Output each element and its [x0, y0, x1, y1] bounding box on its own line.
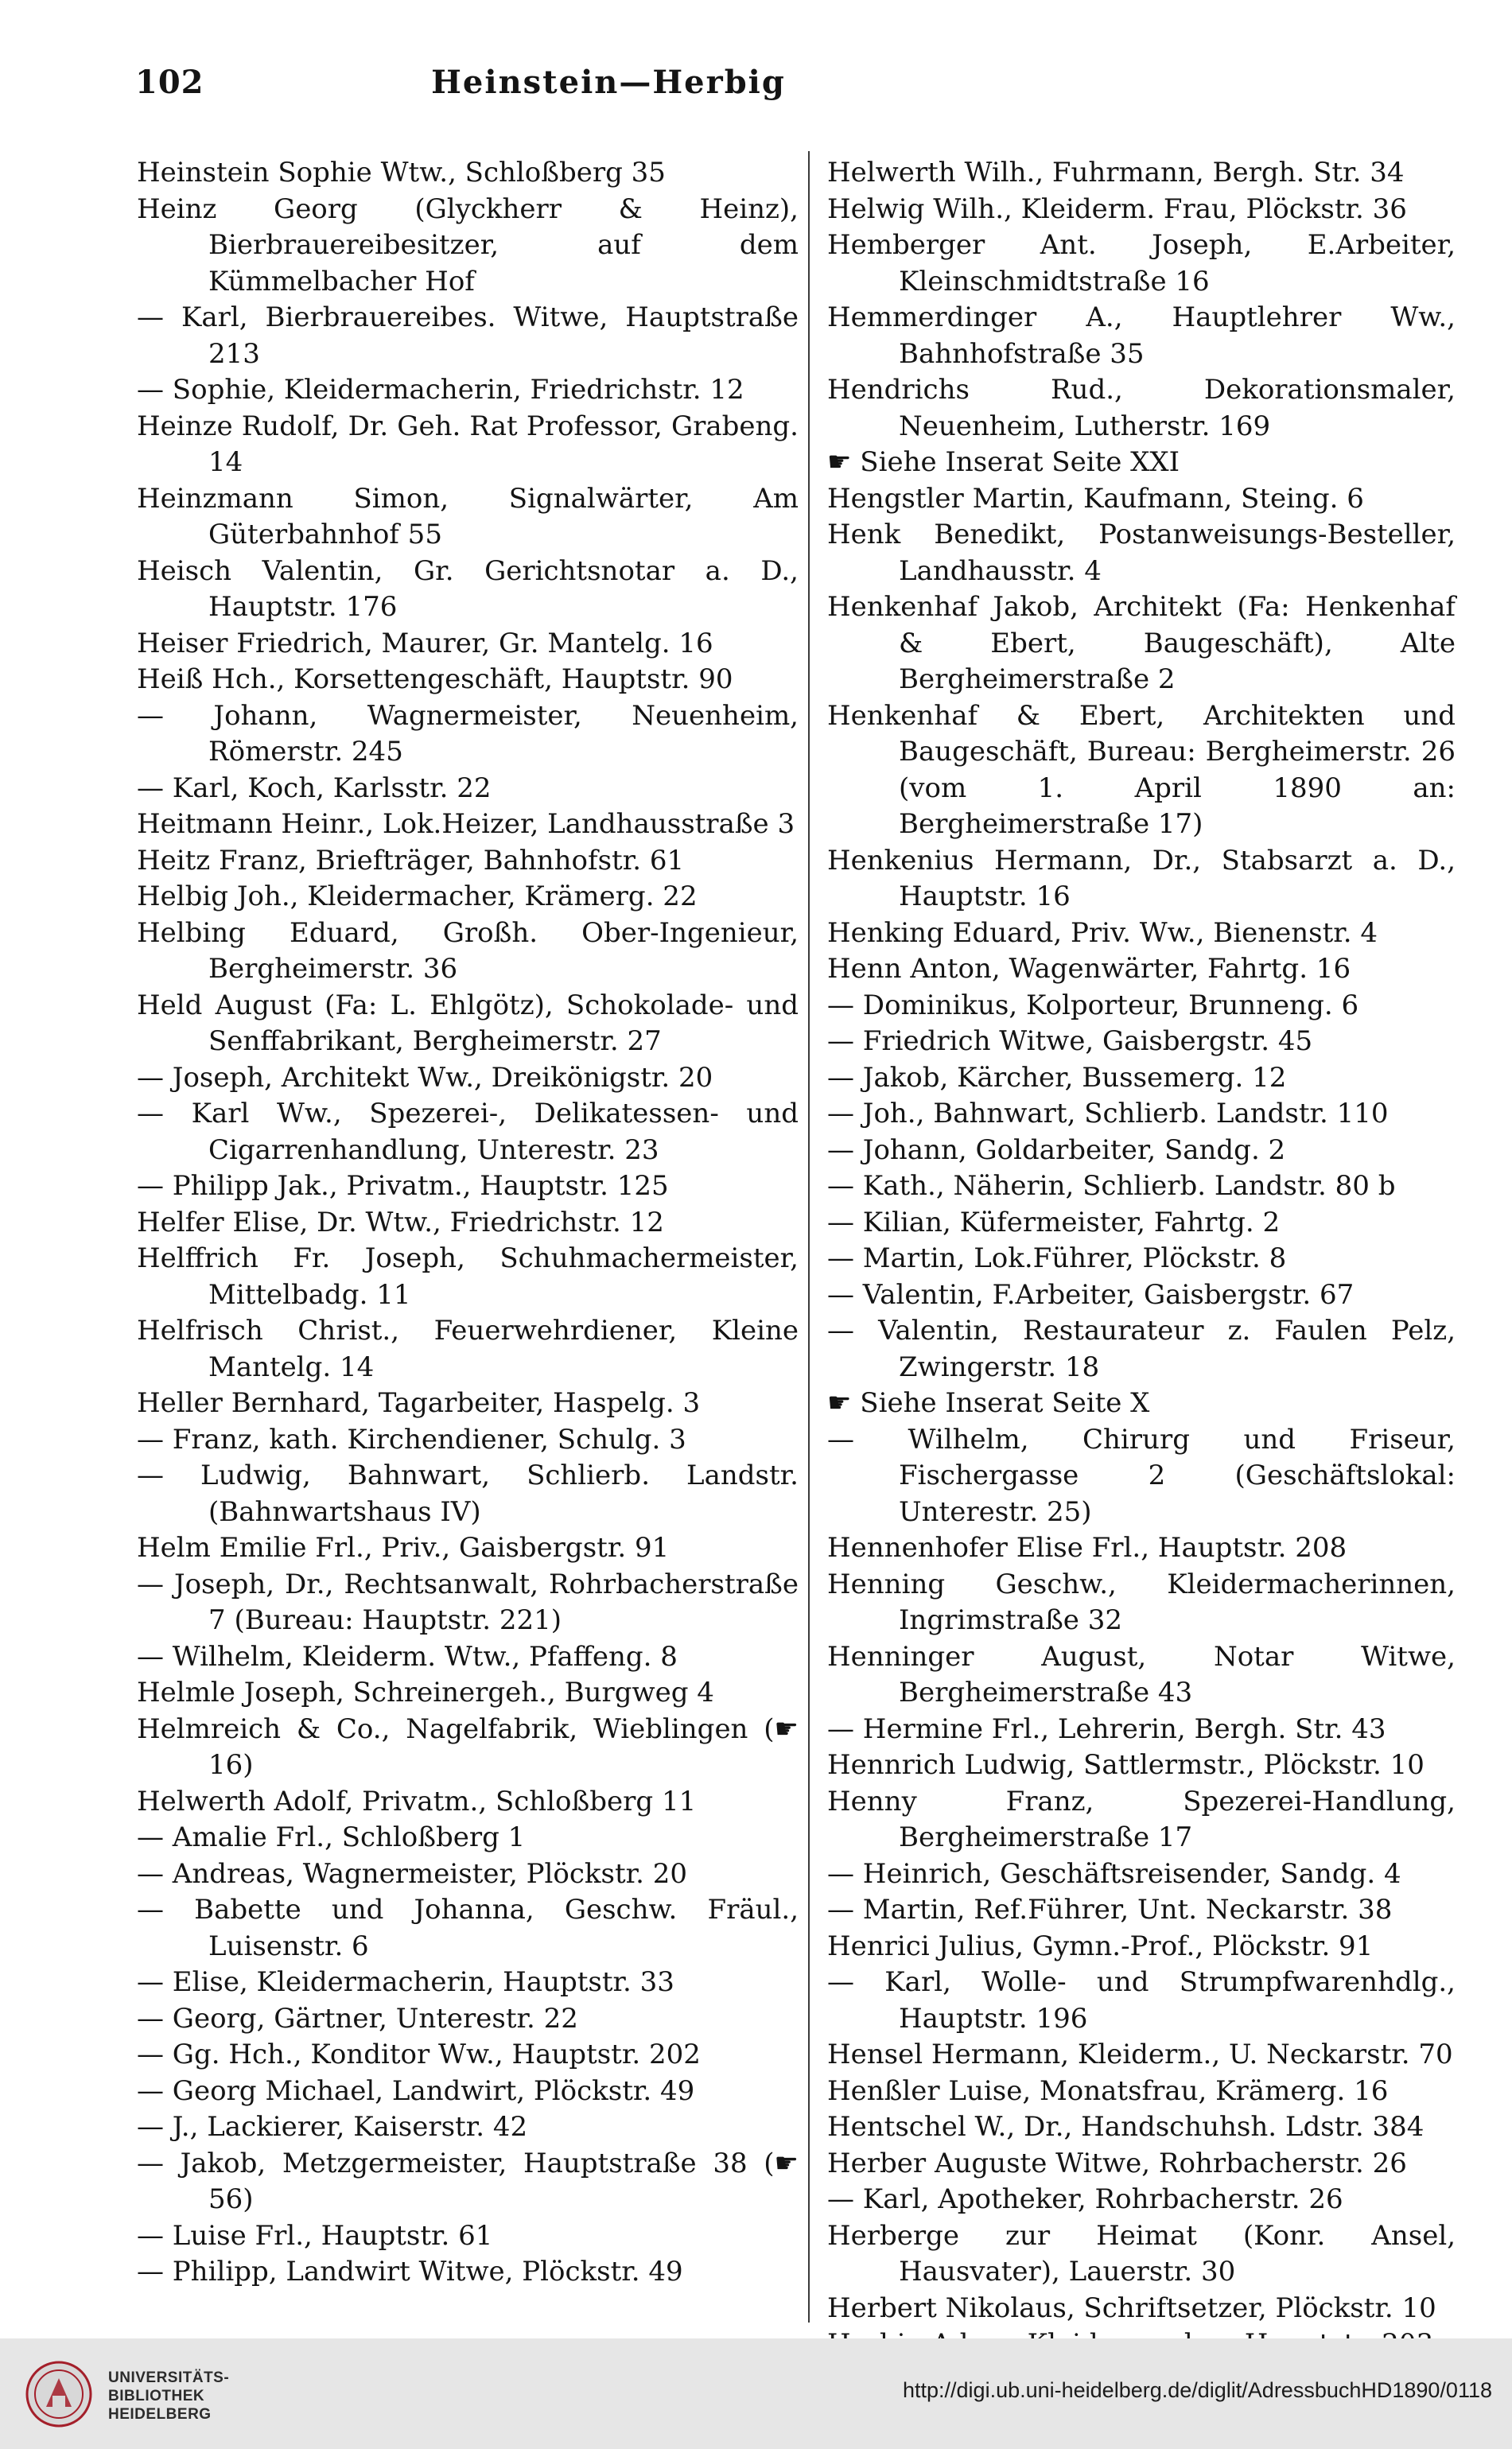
- directory-entry: Heisch Valentin, Gr. Gerichtsnotar a. D., Hauptstr. 176: [137, 554, 799, 623]
- directory-entry: Helbing Eduard, Großh. Ober-Ingenieur, Bergheimerstr. 36: [137, 916, 799, 985]
- directory-entry: — Jakob, Metzgermeister, Hauptstraße 38 (☛ 56): [137, 2147, 799, 2215]
- directory-entry: — Ludwig, Bahnwart, Schlierb. Landstr. (Bahnwartshaus IV): [137, 1460, 799, 1528]
- directory-entry: Helfer Elise, Dr. Wtw., Friedrichstr. 12: [137, 1206, 664, 1238]
- directory-entry: Helffrich Fr. Joseph, Schuhmachermeister, Mittelbadg. 11: [137, 1242, 799, 1311]
- directory-entry: — Karl, Apotheker, Rohrbacherstr. 26: [827, 2183, 1343, 2215]
- directory-entry: Henn Anton, Wagenwärter, Fahrtg. 16: [827, 953, 1351, 985]
- directory-entry: Helwerth Wilh., Fuhrmann, Bergh. Str. 34: [827, 157, 1405, 189]
- directory-entry: ☛ Siehe Inserat Seite X: [827, 1387, 1150, 1419]
- directory-entry: ☛ Siehe Inserat Seite XXI: [827, 446, 1180, 478]
- directory-entry: — Karl, Wolle- und Strumpfwarenhdlg., Hauptstr. 196: [827, 1966, 1456, 2035]
- directory-entry: Hengstler Martin, Kaufmann, Steing. 6: [827, 482, 1364, 515]
- directory-entry: — Jakob, Kärcher, Bussemerg. 12: [827, 1061, 1287, 1094]
- left-column: [137, 155, 799, 2291]
- directory-entry: — Johann, Goldarbeiter, Sandg. 2: [827, 1133, 1286, 1166]
- directory-entry: Heiser Friedrich, Maurer, Gr. Mantelg. 16: [137, 627, 713, 659]
- directory-entry: — Valentin, Restaurateur z. Faulen Pelz, Zwingerstr. 18: [827, 1315, 1456, 1383]
- directory-entry: Hennrich Ludwig, Sattlermstr., Plöckstr. 10: [827, 1749, 1425, 1781]
- directory-entry: Henning Geschw., Kleidermacherinnen, Ingrimstraße 32: [827, 1568, 1456, 1636]
- viewer-footer: [0, 2338, 1512, 2449]
- directory-entry: — Babette und Johanna, Geschw. Fräul., Luisenstr. 6: [137, 1894, 799, 1962]
- directory-entry: Hentschel W., Dr., Handschuhsh. Ldstr. 384: [827, 2111, 1425, 2143]
- directory-entry: — Kath., Näherin, Schlierb. Landstr. 80 b: [827, 1170, 1396, 1202]
- library-seal-icon: [22, 2358, 99, 2434]
- directory-entry: Henkenius Hermann, Dr., Stabsarzt a. D., Hauptstr. 16: [827, 844, 1456, 912]
- directory-entry: — Sophie, Kleidermacherin, Friedrichstr. 12: [137, 374, 744, 406]
- directory-entry: — Luise Frl., Hauptstr. 61: [137, 2219, 493, 2252]
- directory-entry: Helfrisch Christ., Feuerwehrdiener, Kleine Mantelg. 14: [137, 1315, 799, 1383]
- directory-entry: Hemmerdinger A., Hauptlehrer Ww., Bahnhofstraße 35: [827, 301, 1456, 370]
- logo-line-2: BIBLIOTHEK: [108, 2388, 205, 2404]
- directory-entry: Held August (Fa: L. Ehlgötz), Schokolade- und Senffabrikant, Bergheimerstr. 27: [137, 989, 799, 1057]
- directory-entry: Heitmann Heinr., Lok.Heizer, Landhausstraße 3: [137, 808, 795, 840]
- directory-entry: Henny Franz, Spezerei-Handlung, Bergheimerstraße 17: [827, 1785, 1456, 1853]
- directory-entry: — Heinrich, Geschäftsreisender, Sandg. 4: [827, 1857, 1401, 1890]
- directory-entry: — Kilian, Küfermeister, Fahrtg. 2: [827, 1206, 1281, 1238]
- directory-entry: Heinzmann Simon, Signalwärter, Am Güterbahnhof 55: [137, 482, 799, 550]
- directory-entry: — Dominikus, Kolporteur, Brunneng. 6: [827, 989, 1359, 1021]
- directory-entry: Helwerth Adolf, Privatm., Schloßberg 11: [137, 1785, 697, 1817]
- directory-entry: — Karl, Bierbrauereibes. Witwe, Hauptstraße 213: [137, 301, 799, 370]
- directory-entry: — Wilhelm, Chirurg und Friseur, Fischergasse 2 (Geschäftslokal: Unterestr. 25): [827, 1423, 1456, 1528]
- directory-entry: Heinz Georg (Glyckherr & Heinz), Bierbrauereibesitzer, auf dem Kümmelbacher Hof: [137, 192, 799, 297]
- directory-entry: — Andreas, Wagnermeister, Plöckstr. 20: [137, 1857, 688, 1890]
- directory-entry: Henkenhaf Jakob, Architekt (Fa: Henkenhaf & Ebert, Baugeschäft), Alte Bergheimerstraße 2: [827, 591, 1456, 695]
- directory-entry: Henking Eduard, Priv. Ww., Bienenstr. 4: [827, 916, 1378, 949]
- directory-entry: Hensel Hermann, Kleiderm., U. Neckarstr. 70: [827, 2039, 1453, 2070]
- directory-entry: — Georg Michael, Landwirt, Plöckstr. 49: [137, 2074, 695, 2107]
- directory-entry: — Karl Ww., Spezerei-, Delikatessen- und Cigarrenhandlung, Unterestr. 23: [137, 1098, 799, 1166]
- directory-entry: — Wilhelm, Kleiderm. Wtw., Pfaffeng. 8: [137, 1640, 678, 1673]
- directory-entry: — Philipp Jak., Privatm., Hauptstr. 125: [137, 1170, 669, 1202]
- column-divider: [808, 151, 810, 2323]
- directory-entry: Herberge zur Heimat (Konr. Ansel, Hausvater), Lauerstr. 30: [827, 2219, 1456, 2288]
- directory-entry: Heller Bernhard, Tagarbeiter, Haspelg. 3: [137, 1387, 701, 1419]
- running-title: Heinstein—Herbig: [431, 64, 786, 101]
- directory-entry: — Karl, Koch, Karlsstr. 22: [137, 772, 492, 804]
- source-url-link[interactable]: http://digi.ub.uni-heidelberg.de/diglit/AdressbuchHD1890/0118: [903, 2378, 1492, 2402]
- directory-entry: Heiß Hch., Korsettengeschäft, Hauptstr. 90: [137, 663, 733, 695]
- directory-entry: — Martin, Lok.Führer, Plöckstr. 8: [827, 1242, 1287, 1274]
- directory-entry: Helbig Joh., Kleidermacher, Krämerg. 22: [137, 880, 698, 912]
- directory-entry: Henßler Luise, Monatsfrau, Krämerg. 16: [827, 2074, 1389, 2107]
- directory-entry: Herber Auguste Witwe, Rohrbacherstr. 26: [827, 2147, 1407, 2179]
- directory-entry: Hendrichs Rud., Dekorationsmaler, Neuenheim, Lutherstr. 169: [827, 374, 1456, 442]
- directory-entry: — Amalie Frl., Schloßberg 1: [137, 1821, 526, 1853]
- logo-line-1: UNIVERSITÄTS-: [108, 2369, 230, 2386]
- directory-entry: Henrici Julius, Gymn.-Prof., Plöckstr. 91: [827, 1930, 1374, 1962]
- directory-entry: Henninger August, Notar Witwe, Bergheimerstraße 43: [827, 1640, 1456, 1708]
- directory-entry: Heinze Rudolf, Dr. Geh. Rat Professor, Grabeng. 14: [137, 410, 799, 478]
- directory-entry: Heitz Franz, Briefträger, Bahnhofstr. 61: [137, 844, 685, 877]
- directory-entry: Henk Benedikt, Postanweisungs-Besteller, Landhausstr. 4: [827, 519, 1456, 587]
- directory-entry: Herbert Nikolaus, Schriftsetzer, Plöckstr. 10: [827, 2292, 1436, 2324]
- directory-entry: Helwig Wilh., Kleiderm. Frau, Plöckstr. 36: [827, 192, 1407, 225]
- directory-entry: — Johann, Wagnermeister, Neuenheim, Römerstr. 245: [137, 699, 799, 768]
- directory-entry: — Hermine Frl., Lehrerin, Bergh. Str. 43: [827, 1712, 1386, 1745]
- directory-entry: — Joh., Bahnwart, Schlierb. Landstr. 110: [827, 1098, 1389, 1129]
- directory-entry: Helmreich & Co., Nagelfabrik, Wieblingen (☛ 16): [137, 1712, 799, 1781]
- logo-line-3: HEIDELBERG: [108, 2406, 212, 2423]
- directory-entry: Hemberger Ant. Joseph, E.Arbeiter, Kleinschmidtstraße 16: [827, 229, 1456, 297]
- directory-entry: — Valentin, F.Arbeiter, Gaisbergstr. 67: [827, 1278, 1355, 1311]
- directory-entry: — Friedrich Witwe, Gaisbergstr. 45: [827, 1025, 1313, 1057]
- directory-entry: Henkenhaf & Ebert, Architekten und Baugeschäft, Bureau: Bergheimerstr. 26 (vom 1. April 1890 an: Bergheimerstraße 17): [827, 699, 1456, 840]
- page-number: 102: [135, 64, 204, 101]
- directory-entry: Heinstein Sophie Wtw., Schloßberg 35: [137, 157, 666, 189]
- directory-entry: — Joseph, Dr., Rechtsanwalt, Rohrbacherstraße 7 (Bureau: Hauptstr. 221): [137, 1568, 799, 1636]
- directory-entry: — J., Lackierer, Kaiserstr. 42: [137, 2111, 528, 2143]
- directory-entry: Hennenhofer Elise Frl., Hauptstr. 208: [827, 1532, 1347, 1564]
- logo-text: [108, 2369, 229, 2424]
- directory-entry: — Gg. Hch., Konditor Ww., Hauptstr. 202: [137, 2039, 701, 2070]
- directory-entry: — Franz, kath. Kirchendiener, Schulg. 3: [137, 1423, 686, 1456]
- directory-entry: — Georg, Gärtner, Unterestr. 22: [137, 2002, 578, 2035]
- university-library-logo[interactable]: [22, 2358, 325, 2433]
- directory-entry: Helmle Joseph, Schreinergeh., Burgweg 4: [137, 1677, 714, 1708]
- right-column: [827, 155, 1456, 2363]
- directory-entry: Helm Emilie Frl., Priv., Gaisbergstr. 91: [137, 1532, 670, 1564]
- directory-entry: — Martin, Ref.Führer, Unt. Neckarstr. 38: [827, 1894, 1393, 1926]
- page-header: [135, 64, 939, 111]
- directory-entry: — Philipp, Landwirt Witwe, Plöckstr. 49: [137, 2256, 683, 2288]
- directory-entry: — Elise, Kleidermacherin, Hauptstr. 33: [137, 1966, 674, 1998]
- directory-entry: — Joseph, Architekt Ww., Dreikönigstr. 20: [137, 1061, 713, 1094]
